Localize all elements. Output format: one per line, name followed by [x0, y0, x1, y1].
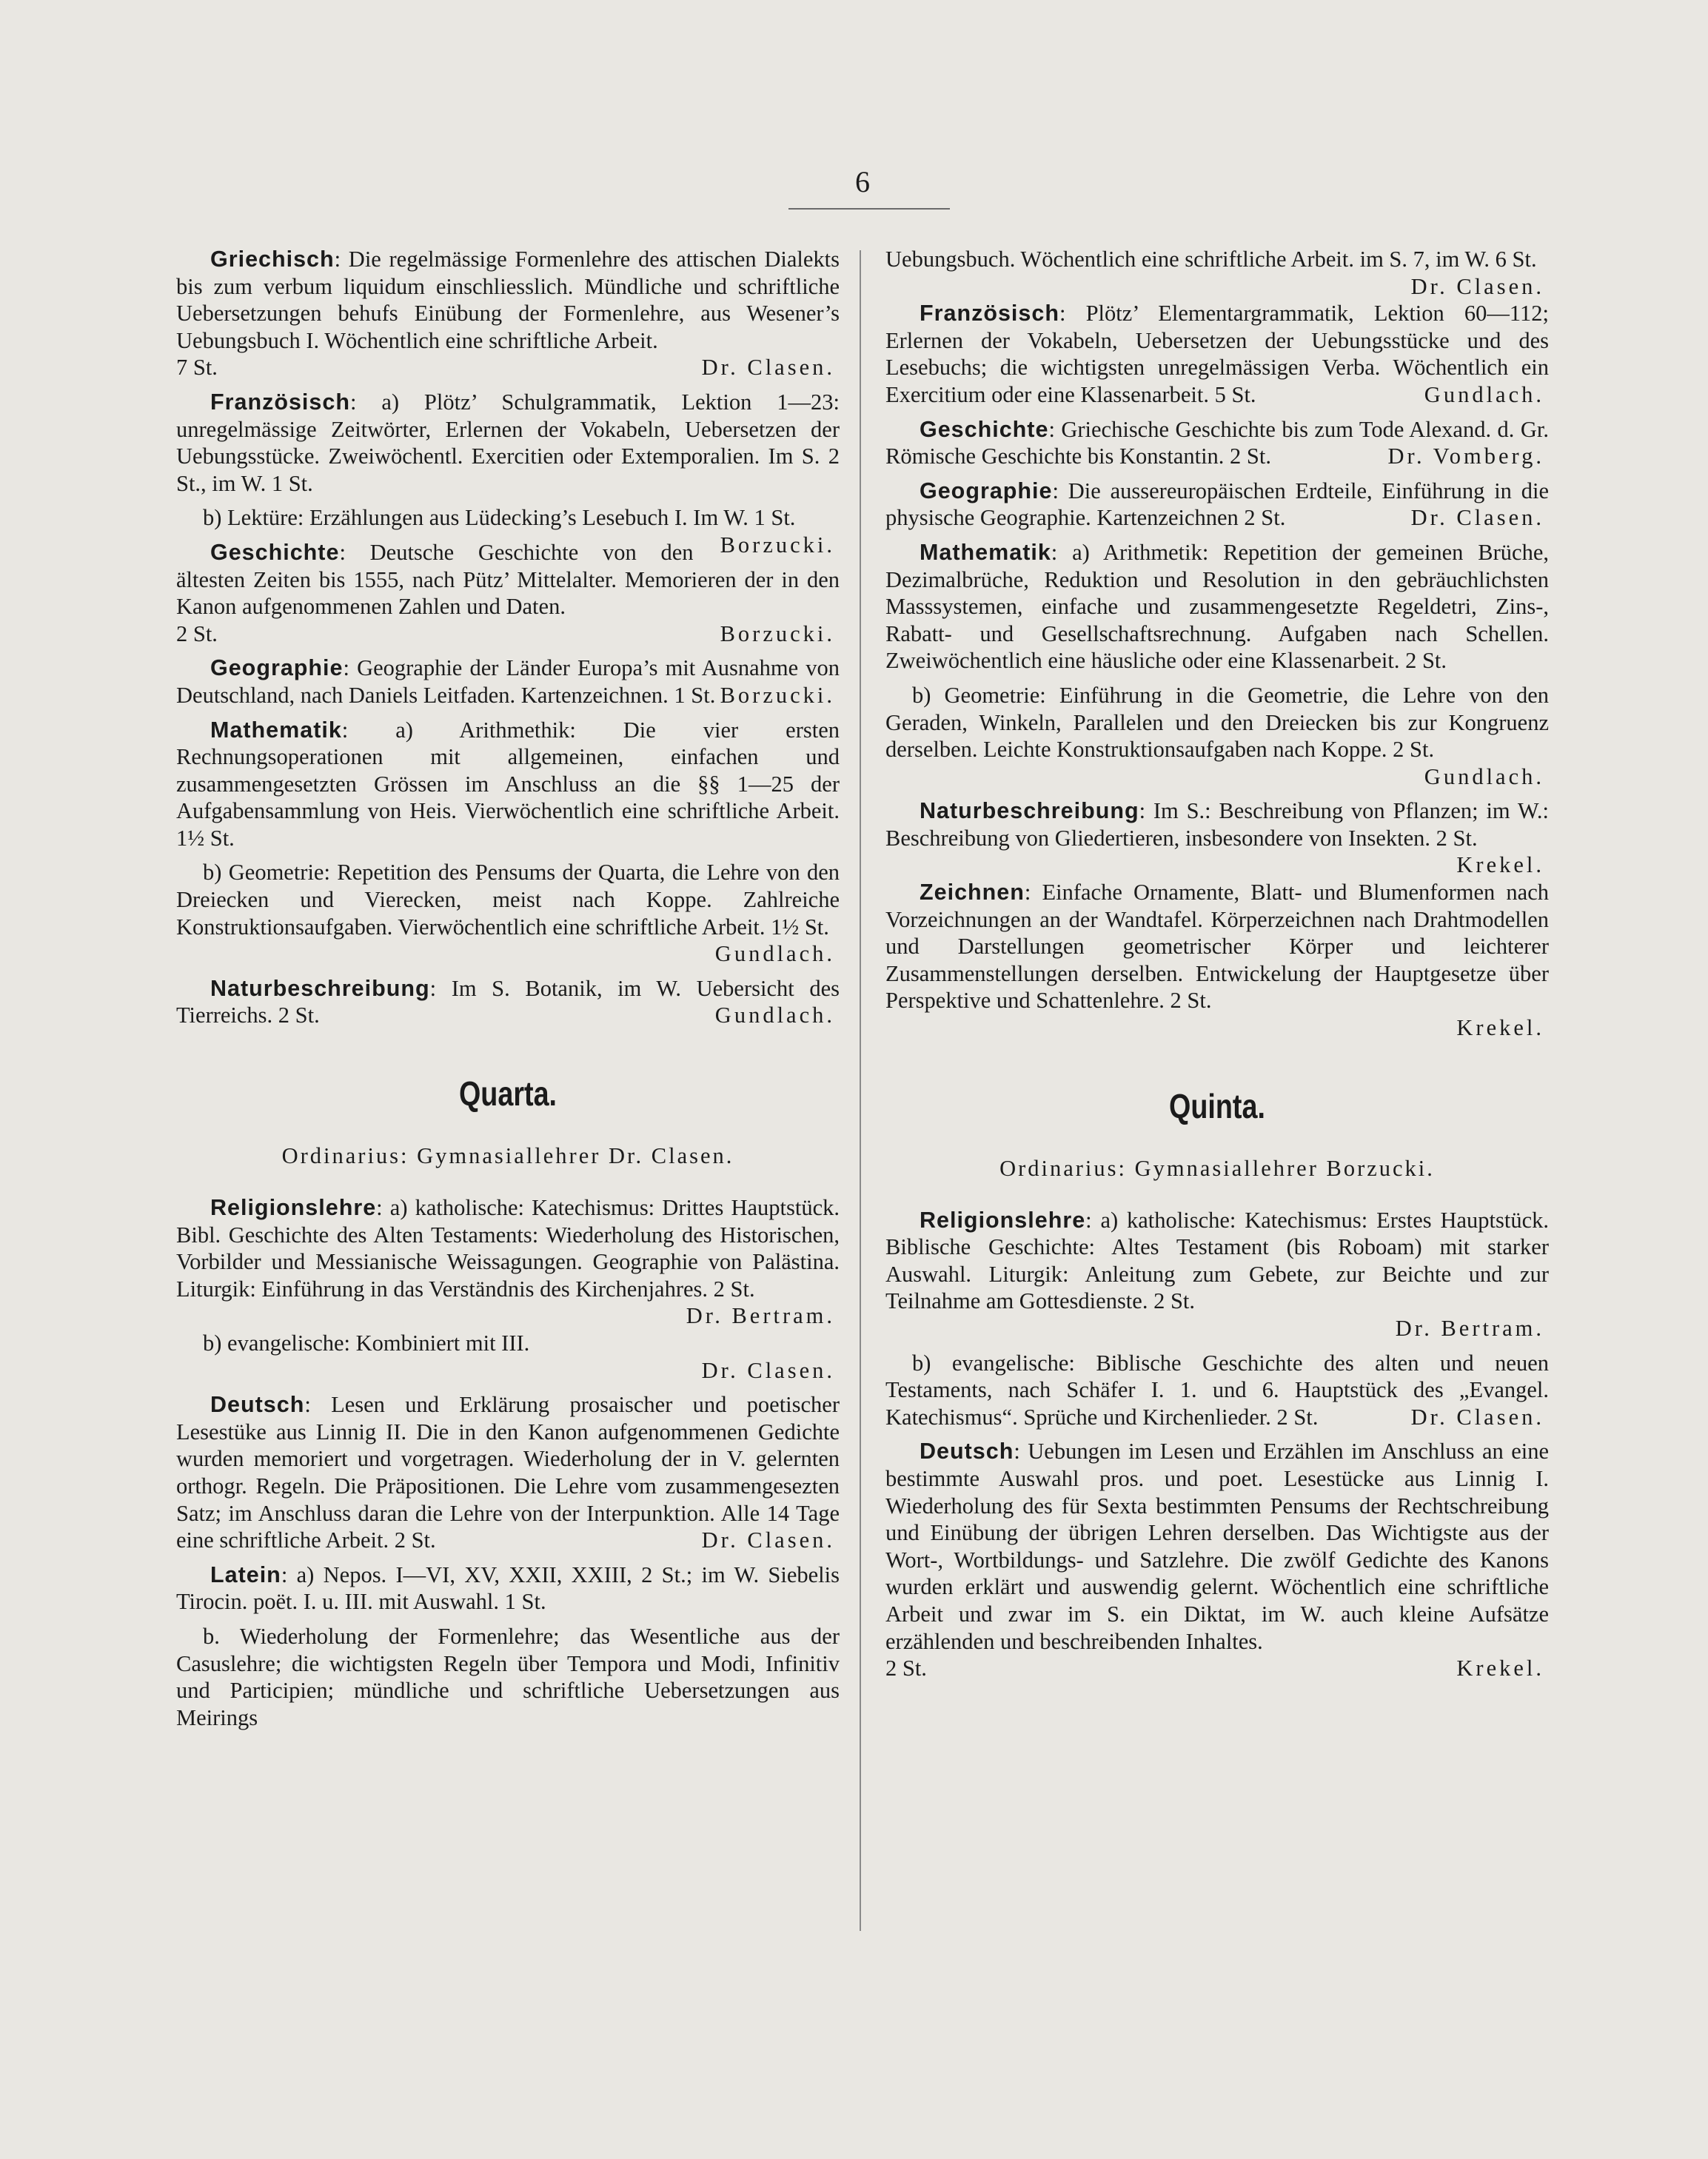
signature-line	[885, 1655, 1549, 1682]
section-deutsch	[885, 1438, 1549, 1681]
signature-line	[176, 940, 840, 968]
section-mathematik-b	[885, 682, 1549, 790]
teacher-name: Borzucki.	[720, 620, 835, 646]
subject-heading: Deutsch	[210, 1392, 305, 1418]
section-franzoesisch	[176, 389, 840, 497]
section-text: b) Geometrie: Einführung in die Geometrie, die Lehre von den Geraden, Winkeln, Parallelen und den Dreiecken bis zur Kongruenz derselben. Leichte Konstruktionsaufgaben nach Koppe. 2 St.	[885, 682, 1549, 763]
signature-line	[885, 763, 1549, 791]
section-text: : Deutsche Geschichte von den ältesten Zeiten bis 1555, nach Pütz’ Mittelalter. Memorieren der in den Kanon aufgenommenen Zahlen und Daten.	[176, 539, 840, 620]
signature-line	[176, 620, 840, 648]
class-title-quinta: Quinta.	[1169, 1086, 1265, 1125]
section-text: b) Lektüre: Erzählungen aus Lüdecking’s Lesebuch I. Im W. 1 St.	[203, 505, 796, 531]
section-deutsch	[176, 1391, 840, 1554]
section-text: : a) katholische: Katechismus: Drittes Hauptstück. Bibl. Geschichte des Alten Testaments: Wiederholung des Historischen, Vorbilder und Messianische Weissagungen. Geographie von Palästina. Liturgik: Einführung in das Verständnis des Kirchenjahres. 2 St.	[176, 1195, 840, 1302]
left-column	[176, 246, 840, 1738]
section-text: Uebungsbuch. Wöchentlich eine schriftliche Arbeit. im S. 7, im W. 6 St.	[885, 247, 1537, 272]
section-text: : a) Nepos. I—VI, XV, XXII, XXIII, 2 St.; im W. Siebelis Tirocin. poët. I. u. III. mit Auswahl. 1 St.	[176, 1561, 840, 1615]
hours: 7 St.	[176, 355, 218, 381]
section-geographie	[885, 478, 1549, 532]
teacher-name: Krekel.	[1456, 1015, 1544, 1041]
hours: 2 St.	[176, 620, 218, 646]
teacher-name: Dr. Clasen.	[701, 355, 835, 381]
section-text: : Die aussereuropäischen Erdteile, Einführung in die physische Geographie. Kartenzeichnen 2 St.	[885, 478, 1549, 531]
section-text: b) Geometrie: Repetition des Pensums der Quarta, die Lehre von den Dreiecken und Vierecken, meist nach Koppe. Zahlreiche Konstruktionsaufgaben. Vierwöchentlich eine schriftliche Arbeit. 1½ St.	[176, 860, 840, 940]
subject-heading: Religionslehre	[920, 1207, 1086, 1233]
section-text: b. Wiederholung der Formenlehre; das Wesentliche aus der Casuslehre; die wichtigsten Regeln über Tempora und Modi, Infinitiv und Participien; mündliche und schriftliche Uebersetzungen aus Meirings	[176, 1623, 840, 1730]
signature-line	[176, 1357, 840, 1385]
teacher-name: Dr. Clasen.	[1410, 1404, 1544, 1430]
section-zeichnen	[885, 879, 1549, 1042]
section-text: : Die regelmässige Formenlehre des attischen Dialekts bis zum verbum liquidum einschliesslich. Mündliche und schriftliche Uebersetzungen behufs Einübung der Formenlehre, aus Wesener’s Uebungsbuch I. Wöchentlich eine schriftliche Arbeit.	[176, 247, 840, 353]
section-text: : a) katholische: Katechismus: Erstes Hauptstück. Biblische Geschichte: Altes Testament (bis Roboam) mit starker Auswahl. Liturgik: Anleitung zum Gebete, zur Beichte und zur Teilnahme am Gottesdienste. 2 St.	[885, 1207, 1549, 1314]
section-latein-continued	[885, 246, 1549, 299]
teacher-name: Gundlach.	[714, 941, 835, 967]
subject-heading: Mathematik	[920, 539, 1051, 565]
section-naturbeschreibung	[885, 797, 1549, 878]
section-text: : Im S.: Beschreibung von Pflanzen; im W.: Beschreibung von Gliedertieren, insbesondere von Insekten. 2 St.	[885, 798, 1549, 851]
subject-heading: Naturbeschreibung	[210, 975, 430, 1001]
column-divider	[860, 250, 861, 1931]
teacher-name: Borzucki.	[720, 532, 835, 558]
section-text: : Griechische Geschichte bis zum Tode Alexand. d. Gr. Römische Geschichte bis Konstantin. 2 St.	[885, 416, 1549, 469]
teacher-name: Krekel.	[1456, 852, 1544, 878]
subject-heading: Deutsch	[920, 1439, 1014, 1465]
section-geschichte	[885, 416, 1549, 470]
subject-heading: Zeichnen	[920, 880, 1025, 906]
section-text: : a) Arithmethik: Die vier ersten Rechnungsoperationen mit allgemeinen, einfachen und zusammengesetzten Grössen im Anschluss an die §§ 1—25 der Aufgabensammlung von Heis. Vierwöchentlich eine schriftliche Arbeit. 1½ St.	[176, 717, 840, 851]
section-text: : Plötz’ Elementargrammatik, Lektion 60—112; Erlernen der Vokabeln, Uebersetzen der Uebungsstücke und des Lesebuchs; die wichtigsten unregelmässigen Verba. Wöchentlich ein Exercitium oder eine Klassenarbeit. 5 St.	[885, 301, 1549, 407]
teacher-name: Borzucki.	[720, 682, 835, 708]
section-religionslehre	[885, 1207, 1549, 1342]
teacher-name: Gundlach.	[1424, 381, 1544, 407]
section-text: : Im S. Botanik, im W. Uebersicht des Tierreichs. 2 St.	[176, 975, 840, 1028]
section-mathematik	[176, 717, 840, 852]
page-number: 6	[855, 165, 870, 198]
signature-line	[885, 1315, 1549, 1342]
subject-heading: Griechisch	[210, 247, 335, 272]
teacher-name: Dr. Clasen.	[701, 1357, 835, 1383]
hours: 2 St.	[885, 1656, 927, 1681]
section-mathematik	[885, 539, 1549, 675]
subject-heading: Mathematik	[210, 717, 342, 743]
teacher-name: Gundlach.	[714, 1002, 835, 1028]
ordinarius-quarta: Ordinarius: Gymnasiallehrer Dr. Clasen.	[281, 1143, 734, 1169]
top-rule	[788, 208, 950, 210]
section-text: : Lesen und Erklärung prosaischer und poetischer Lesestüke aus Linnig II. Die in den Kanon aufgenommenen Gedichte wurden memoriert und vorgetragen. Wiederholung der in V. gelernten orthogr. Regeln. Die Präpositionen. Die Lehre vom zusammengesezten Satz; im Anschluss daran die Lehre von der Interpunktion. Alle 14 Tage eine schriftliche Arbeit. 2 St.	[176, 1392, 840, 1553]
subject-heading: Geographie	[210, 655, 344, 681]
section-naturbeschreibung	[176, 975, 840, 1029]
section-latein-b	[176, 1623, 840, 1731]
class-title-quarta: Quarta.	[458, 1074, 557, 1114]
ordinarius-quinta: Ordinarius: Gymnasiallehrer Borzucki.	[999, 1155, 1435, 1181]
teacher-name: Gundlach.	[1424, 763, 1544, 789]
section-mathematik-b	[176, 859, 840, 967]
signature-line	[176, 354, 840, 381]
section-text: b) evangelische: Biblische Geschichte des alten und neuen Testaments, nach Schäfer I. 1. und 6. Hauptstück des „Evangel. Katechismus“. Sprüche und Kirchenlieder. 2 St.	[885, 1350, 1549, 1430]
section-religionslehre-b	[176, 1330, 840, 1384]
section-franzoesisch	[885, 300, 1549, 408]
subject-heading: Französisch	[210, 389, 350, 415]
section-griechisch	[176, 246, 840, 381]
section-text: : a) Arithmetik: Repetition der gemeinen Brüche, Dezimalbrüche, Reduktion und Resolution in den gebräuchlichsten Masssystemen, einfache und zusammengesetzte Regeldetri, Zins-, Rabatt- und Gesellschaftsrechnung. Aufgaben nach Schellen. Zweiwöchentlich eine häusliche oder eine Klassenarbeit. 2 St.	[885, 539, 1549, 674]
right-column	[885, 246, 1549, 1690]
section-text: : a) Plötz’ Schulgrammatik, Lektion 1—23: unregelmässige Zeitwörter, Erlernen der Vokabeln, Uebersetzen der Uebungsstücke. Zweiwöchentl. Exercitien oder Extemporalien. Im S. 2 St., im W. 1 St.	[176, 389, 840, 496]
subject-heading: Französisch	[920, 301, 1059, 327]
subject-heading: Geschichte	[210, 539, 340, 565]
subject-heading: Geschichte	[920, 416, 1049, 442]
subject-heading: Religionslehre	[210, 1195, 377, 1221]
teacher-name: Dr. Clasen.	[1410, 273, 1544, 299]
subject-heading: Geographie	[920, 478, 1053, 503]
section-religionslehre	[176, 1194, 840, 1329]
teacher-name: Dr. Bertram.	[1395, 1316, 1544, 1341]
section-text: : Einfache Ornamente, Blatt- und Blumenformen nach Vorzeichnungen an der Wandtafel. Körperzeichnen nach Drahtmodellen und Darstellungen geometrischer Körper und leichterer Zusammenstellungen derselben. Entwickelung der Hauptgesetze über Perspektive und Schattenlehre. 2 St.	[885, 880, 1549, 1014]
teacher-name: Krekel.	[1456, 1656, 1544, 1681]
section-text: : Uebungen im Lesen und Erzählen im Anschluss an eine bestimmte Auswahl pros. und poet. Lesestücke aus Linnig I. Wiederholung des für Sexta bestimmten Pensums der Rechtschreibung und Einübung der übrigen Lehren derselben. Das Wichtigste aus der Wort-, Wortbildungs- und Satzlehre. Die zwölf Gedichte des Kanons wurden erklärt und auswendig gelernt. Wöchentlich eine schriftliche Arbeit und zwar im S. ein Diktat, im W. auch kleine Aufsätze erzählenden und beschreibenden Inhaltes.	[885, 1439, 1549, 1654]
section-latein	[176, 1561, 840, 1616]
signature-line	[885, 1014, 1549, 1042]
teacher-name: Dr. Bertram.	[686, 1303, 835, 1329]
teacher-name: Dr. Vomberg.	[1387, 443, 1544, 469]
section-religionslehre-b	[885, 1350, 1549, 1431]
teacher-name: Dr. Clasen.	[1410, 505, 1544, 531]
section-geographie	[176, 655, 840, 709]
section-text: b) evangelische: Kombiniert mit III.	[203, 1330, 530, 1356]
teacher-name: Dr. Clasen.	[701, 1527, 835, 1553]
subject-heading: Naturbeschreibung	[920, 798, 1139, 824]
subject-heading: Latein	[210, 1561, 281, 1587]
section-text: : Geographie der Länder Europa’s mit Ausnahme von Deutschland, nach Daniels Leitfaden. Kartenzeichnen. 1 St.	[176, 655, 840, 708]
